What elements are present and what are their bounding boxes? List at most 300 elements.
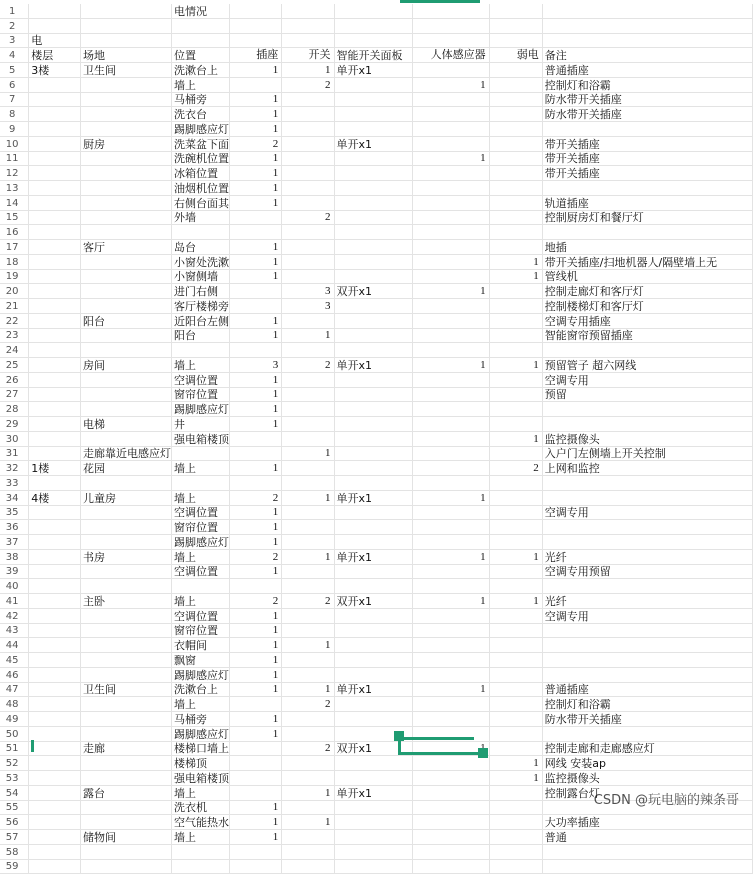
cell[interactable]: 控制露台灯 — [542, 785, 752, 800]
cell[interactable] — [412, 372, 489, 387]
cell[interactable]: 1 — [230, 726, 282, 741]
cell[interactable]: 2 — [282, 697, 334, 712]
cell[interactable]: 楼梯口墙上 — [172, 741, 230, 756]
cell[interactable] — [334, 756, 412, 771]
cell[interactable] — [29, 476, 81, 491]
cell[interactable]: 空调位置 — [172, 608, 230, 623]
cell[interactable]: 强电箱楼顶 — [172, 431, 230, 446]
cell[interactable] — [489, 476, 542, 491]
cell[interactable] — [334, 697, 412, 712]
cell[interactable]: 监控摄像头 — [542, 431, 752, 446]
cell[interactable]: 3 — [230, 358, 282, 373]
cell[interactable] — [489, 726, 542, 741]
cell[interactable]: 2 — [230, 549, 282, 564]
cell[interactable] — [542, 181, 752, 196]
cell[interactable]: 窗帘位置 — [172, 520, 230, 535]
cell[interactable] — [542, 638, 752, 653]
cell[interactable] — [230, 844, 282, 859]
cell[interactable]: 墙上 — [172, 461, 230, 476]
cell[interactable]: 近阳台左侧 — [172, 313, 230, 328]
row-header[interactable]: 20 — [0, 284, 29, 299]
cell[interactable] — [230, 343, 282, 358]
cell[interactable] — [29, 682, 81, 697]
cell[interactable] — [334, 446, 412, 461]
row-header[interactable]: 13 — [0, 181, 29, 196]
cell[interactable] — [412, 92, 489, 107]
cell[interactable]: 卫生间 — [81, 682, 172, 697]
row-header[interactable]: 42 — [0, 608, 29, 623]
cell[interactable] — [412, 328, 489, 343]
cell[interactable] — [282, 166, 334, 181]
row-header[interactable]: 8 — [0, 107, 29, 122]
cell[interactable] — [334, 815, 412, 830]
selection-handle-top-left[interactable] — [394, 731, 404, 741]
row-header[interactable]: 54 — [0, 785, 29, 800]
cell[interactable] — [282, 461, 334, 476]
cell[interactable] — [489, 299, 542, 314]
cell[interactable]: 1 — [412, 358, 489, 373]
cell[interactable]: 1 — [230, 505, 282, 520]
cell[interactable] — [282, 33, 334, 48]
cell[interactable]: 控制灯和浴霸 — [542, 77, 752, 92]
cell[interactable] — [334, 712, 412, 727]
cell[interactable] — [334, 299, 412, 314]
cell[interactable]: 入户门左侧墙上开关控制 — [542, 446, 752, 461]
cell[interactable] — [334, 623, 412, 638]
cell[interactable] — [489, 151, 542, 166]
row-header[interactable]: 56 — [0, 815, 29, 830]
cell[interactable] — [489, 712, 542, 727]
cell[interactable] — [282, 254, 334, 269]
cell[interactable] — [412, 136, 489, 151]
cell[interactable] — [230, 771, 282, 786]
cell[interactable] — [29, 697, 81, 712]
cell[interactable] — [334, 269, 412, 284]
cell[interactable]: 1 — [489, 254, 542, 269]
cell[interactable]: 1 — [412, 490, 489, 505]
cell[interactable]: 2 — [282, 358, 334, 373]
cell[interactable]: 控制灯和浴霸 — [542, 697, 752, 712]
cell[interactable] — [81, 653, 172, 668]
cell[interactable] — [412, 815, 489, 830]
cell[interactable]: 智能开关面板 — [334, 48, 412, 63]
cell[interactable]: 走廊靠近电感应灯 — [81, 446, 172, 461]
cell[interactable] — [282, 4, 334, 18]
row-header[interactable]: 59 — [0, 859, 29, 874]
cell[interactable]: 普通插座 — [542, 682, 752, 697]
cell[interactable]: 1 — [230, 608, 282, 623]
cell[interactable]: 窗帘位置 — [172, 387, 230, 402]
cell[interactable]: 1 — [230, 387, 282, 402]
cell[interactable]: 厨房 — [81, 136, 172, 151]
cell[interactable] — [282, 830, 334, 845]
cell[interactable] — [81, 269, 172, 284]
cell[interactable] — [334, 638, 412, 653]
cell[interactable]: 双开x1 — [334, 594, 412, 609]
cell[interactable] — [172, 844, 230, 859]
cell[interactable]: 走廊 — [81, 741, 172, 756]
cell[interactable]: 控制走廊灯和客厅灯 — [542, 284, 752, 299]
cell[interactable] — [542, 844, 752, 859]
cell[interactable] — [230, 756, 282, 771]
cell[interactable]: 电 — [29, 33, 81, 48]
cell[interactable] — [334, 830, 412, 845]
cell[interactable]: 空调专用插座 — [542, 313, 752, 328]
cell[interactable]: 强电箱楼顶 — [172, 771, 230, 786]
cell[interactable]: 阳台 — [81, 313, 172, 328]
row-header[interactable]: 45 — [0, 653, 29, 668]
cell[interactable] — [334, 210, 412, 225]
cell[interactable] — [282, 712, 334, 727]
cell[interactable]: 洗衣台 — [172, 107, 230, 122]
cell[interactable] — [282, 653, 334, 668]
cell[interactable] — [29, 358, 81, 373]
cell[interactable]: 1 — [230, 417, 282, 432]
cell[interactable] — [29, 328, 81, 343]
cell[interactable]: 1 — [489, 358, 542, 373]
row-header[interactable]: 12 — [0, 166, 29, 181]
row-header[interactable]: 28 — [0, 402, 29, 417]
cell[interactable]: 带开关插座 — [542, 166, 752, 181]
cell[interactable]: 衣帽间 — [172, 638, 230, 653]
cell[interactable]: 单开x1 — [334, 549, 412, 564]
cell[interactable] — [489, 195, 542, 210]
cell[interactable]: 1 — [282, 785, 334, 800]
cell[interactable]: 智能窗帘预留插座 — [542, 328, 752, 343]
row-header[interactable]: 47 — [0, 682, 29, 697]
row-header[interactable]: 14 — [0, 195, 29, 210]
cell[interactable] — [489, 77, 542, 92]
cell[interactable] — [282, 313, 334, 328]
cell[interactable] — [542, 726, 752, 741]
cell[interactable] — [489, 122, 542, 137]
cell[interactable] — [412, 667, 489, 682]
row-header[interactable]: 11 — [0, 151, 29, 166]
cell[interactable] — [542, 653, 752, 668]
row-header[interactable]: 25 — [0, 358, 29, 373]
cell[interactable] — [29, 107, 81, 122]
cell[interactable] — [81, 4, 172, 18]
cell[interactable]: 1 — [230, 682, 282, 697]
row-header[interactable]: 27 — [0, 387, 29, 402]
cell[interactable]: 3楼 — [29, 63, 81, 78]
cell[interactable] — [412, 712, 489, 727]
cell[interactable]: 双开x1 — [334, 284, 412, 299]
cell[interactable] — [412, 181, 489, 196]
cell[interactable] — [81, 756, 172, 771]
cell[interactable] — [29, 785, 81, 800]
cell[interactable] — [489, 225, 542, 240]
cell[interactable]: 1 — [489, 771, 542, 786]
cell[interactable]: 踢脚感应灯 — [172, 726, 230, 741]
cell[interactable]: 单开x1 — [334, 63, 412, 78]
cell[interactable]: 墙上 — [172, 697, 230, 712]
cell[interactable]: 空调位置 — [172, 505, 230, 520]
cell[interactable] — [81, 33, 172, 48]
cell[interactable]: 空调专用预留 — [542, 564, 752, 579]
row-header[interactable]: 6 — [0, 77, 29, 92]
cell[interactable] — [29, 151, 81, 166]
cell[interactable]: 地插 — [542, 240, 752, 255]
cell[interactable]: 洗漱台上 — [172, 682, 230, 697]
cell[interactable]: 4楼 — [29, 490, 81, 505]
cell[interactable]: 外墙 — [172, 210, 230, 225]
cell[interactable] — [29, 417, 81, 432]
cell[interactable] — [81, 726, 172, 741]
cell[interactable] — [81, 476, 172, 491]
row-header[interactable]: 36 — [0, 520, 29, 535]
cell[interactable] — [29, 18, 81, 33]
cell[interactable] — [230, 579, 282, 594]
cell[interactable] — [542, 4, 752, 18]
cell[interactable]: 1 — [230, 195, 282, 210]
cell[interactable] — [334, 166, 412, 181]
cell[interactable] — [334, 564, 412, 579]
cell[interactable] — [29, 623, 81, 638]
cell[interactable] — [412, 313, 489, 328]
row-header[interactable]: 26 — [0, 372, 29, 387]
cell[interactable] — [334, 653, 412, 668]
cell[interactable]: 1 — [230, 520, 282, 535]
cell[interactable] — [334, 343, 412, 358]
cell[interactable]: 1 — [412, 549, 489, 564]
cell[interactable] — [412, 343, 489, 358]
cell[interactable]: 储物间 — [81, 830, 172, 845]
cell[interactable] — [489, 785, 542, 800]
cell[interactable] — [542, 476, 752, 491]
cell[interactable] — [230, 446, 282, 461]
cell[interactable] — [29, 343, 81, 358]
cell[interactable] — [230, 859, 282, 874]
cell[interactable]: 1 — [282, 815, 334, 830]
cell[interactable]: 马桶旁 — [172, 92, 230, 107]
cell[interactable]: 1 — [489, 431, 542, 446]
cell[interactable]: 洗衣机 — [172, 800, 230, 815]
cell[interactable] — [81, 535, 172, 550]
row-header[interactable]: 9 — [0, 122, 29, 137]
cell[interactable]: 花园 — [81, 461, 172, 476]
cell[interactable] — [489, 343, 542, 358]
row-header[interactable]: 48 — [0, 697, 29, 712]
cell[interactable]: 防水带开关插座 — [542, 712, 752, 727]
cell[interactable]: 双开x1 — [334, 741, 412, 756]
cell[interactable]: 冰箱位置 — [172, 166, 230, 181]
cell[interactable] — [29, 608, 81, 623]
cell[interactable]: 预留 — [542, 387, 752, 402]
cell[interactable]: 1 — [230, 712, 282, 727]
cell[interactable] — [81, 299, 172, 314]
cell[interactable] — [412, 122, 489, 137]
cell[interactable] — [412, 63, 489, 78]
cell[interactable]: 1 — [230, 372, 282, 387]
cell[interactable]: 洗漱台上 — [172, 63, 230, 78]
cell[interactable] — [81, 107, 172, 122]
cell[interactable] — [334, 608, 412, 623]
cell[interactable]: 2 — [489, 461, 542, 476]
cell[interactable] — [412, 387, 489, 402]
cell[interactable] — [282, 402, 334, 417]
cell[interactable]: 开关 — [282, 48, 334, 63]
cell[interactable]: 空调专用 — [542, 505, 752, 520]
cell[interactable] — [412, 417, 489, 432]
cell[interactable] — [489, 4, 542, 18]
cell[interactable] — [81, 844, 172, 859]
cell[interactable] — [542, 490, 752, 505]
cell[interactable] — [81, 284, 172, 299]
cell[interactable] — [81, 225, 172, 240]
cell[interactable] — [29, 387, 81, 402]
cell[interactable] — [282, 564, 334, 579]
row-header[interactable]: 55 — [0, 800, 29, 815]
cell[interactable] — [282, 92, 334, 107]
cell[interactable] — [489, 210, 542, 225]
cell[interactable] — [489, 63, 542, 78]
cell[interactable] — [282, 726, 334, 741]
cell[interactable]: 1楼 — [29, 461, 81, 476]
cell[interactable]: 监控摄像头 — [542, 771, 752, 786]
cell[interactable] — [412, 18, 489, 33]
cell[interactable] — [81, 402, 172, 417]
cell[interactable] — [334, 328, 412, 343]
cell[interactable] — [489, 667, 542, 682]
cell[interactable]: 2 — [282, 77, 334, 92]
row-header[interactable]: 30 — [0, 431, 29, 446]
cell[interactable]: 踢脚感应灯 — [172, 667, 230, 682]
cell[interactable] — [230, 18, 282, 33]
cell[interactable] — [29, 284, 81, 299]
cell[interactable] — [282, 195, 334, 210]
cell[interactable]: 防水带开关插座 — [542, 92, 752, 107]
cell[interactable]: 2 — [230, 136, 282, 151]
cell[interactable]: 电情况 — [172, 4, 230, 18]
cell[interactable]: 备注 — [542, 48, 752, 63]
row-header[interactable]: 33 — [0, 476, 29, 491]
cell[interactable] — [489, 328, 542, 343]
cell[interactable]: 单开x1 — [334, 136, 412, 151]
cell[interactable] — [282, 372, 334, 387]
cell[interactable]: 1 — [230, 107, 282, 122]
cell[interactable] — [489, 653, 542, 668]
row-header[interactable]: 44 — [0, 638, 29, 653]
row-header[interactable]: 58 — [0, 844, 29, 859]
cell[interactable]: 墙上 — [172, 830, 230, 845]
cell[interactable] — [282, 151, 334, 166]
cell[interactable] — [542, 402, 752, 417]
cell[interactable] — [230, 4, 282, 18]
cell[interactable] — [542, 800, 752, 815]
cell[interactable] — [29, 800, 81, 815]
cell[interactable] — [412, 402, 489, 417]
cell[interactable] — [29, 549, 81, 564]
cell[interactable] — [542, 859, 752, 874]
cell[interactable] — [542, 520, 752, 535]
cell[interactable]: 弱电 — [489, 48, 542, 63]
row-header[interactable]: 35 — [0, 505, 29, 520]
cell[interactable] — [282, 18, 334, 33]
cell[interactable] — [230, 77, 282, 92]
cell[interactable] — [29, 240, 81, 255]
row-header[interactable]: 16 — [0, 225, 29, 240]
cell[interactable] — [29, 535, 81, 550]
cell[interactable]: 1 — [230, 63, 282, 78]
cell[interactable] — [412, 535, 489, 550]
row-header[interactable]: 2 — [0, 18, 29, 33]
cell[interactable] — [489, 505, 542, 520]
cell[interactable] — [489, 166, 542, 181]
cell[interactable] — [412, 859, 489, 874]
cell[interactable] — [172, 225, 230, 240]
cell[interactable] — [29, 520, 81, 535]
cell[interactable] — [412, 461, 489, 476]
row-header[interactable]: 10 — [0, 136, 29, 151]
cell[interactable] — [412, 299, 489, 314]
cell[interactable] — [172, 446, 230, 461]
cell[interactable] — [334, 33, 412, 48]
cell[interactable] — [172, 859, 230, 874]
cell[interactable] — [334, 4, 412, 18]
cell[interactable] — [81, 608, 172, 623]
cell[interactable] — [230, 225, 282, 240]
cell[interactable] — [489, 520, 542, 535]
cell[interactable]: 1 — [230, 653, 282, 668]
row-header[interactable]: 3 — [0, 33, 29, 48]
cell[interactable] — [412, 638, 489, 653]
cell[interactable] — [81, 712, 172, 727]
cell[interactable]: 1 — [412, 594, 489, 609]
cell[interactable]: 光纤 — [542, 549, 752, 564]
row-header[interactable]: 38 — [0, 549, 29, 564]
cell[interactable] — [29, 815, 81, 830]
row-header[interactable]: 46 — [0, 667, 29, 682]
cell[interactable] — [489, 284, 542, 299]
cell[interactable] — [282, 844, 334, 859]
cell[interactable]: 1 — [230, 151, 282, 166]
cell[interactable] — [334, 240, 412, 255]
cell[interactable]: 人体感应器 — [412, 48, 489, 63]
cell[interactable]: 1 — [230, 815, 282, 830]
cell[interactable]: 空调专用 — [542, 608, 752, 623]
cell[interactable]: 马桶旁 — [172, 712, 230, 727]
cell[interactable] — [282, 387, 334, 402]
cell[interactable] — [29, 667, 81, 682]
cell[interactable] — [412, 564, 489, 579]
cell-selection[interactable] — [398, 735, 484, 755]
cell[interactable]: 1 — [282, 638, 334, 653]
cell[interactable]: 1 — [489, 594, 542, 609]
cell[interactable]: 飘窗 — [172, 653, 230, 668]
cell[interactable] — [29, 372, 81, 387]
cell[interactable] — [29, 726, 81, 741]
cell[interactable] — [334, 800, 412, 815]
row-header[interactable]: 40 — [0, 579, 29, 594]
cell[interactable] — [81, 387, 172, 402]
cell[interactable]: 墙上 — [172, 549, 230, 564]
cell[interactable] — [81, 181, 172, 196]
cell[interactable] — [334, 181, 412, 196]
cell[interactable]: 楼梯顶 — [172, 756, 230, 771]
cell[interactable] — [412, 830, 489, 845]
cell[interactable]: 1 — [412, 151, 489, 166]
row-header[interactable]: 4 — [0, 48, 29, 63]
cell[interactable] — [230, 431, 282, 446]
cell[interactable] — [230, 284, 282, 299]
cell[interactable]: 岛台 — [172, 240, 230, 255]
cell[interactable]: 卫生间 — [81, 63, 172, 78]
cell[interactable] — [29, 92, 81, 107]
cell[interactable] — [172, 33, 230, 48]
cell[interactable] — [282, 579, 334, 594]
cell[interactable] — [412, 520, 489, 535]
